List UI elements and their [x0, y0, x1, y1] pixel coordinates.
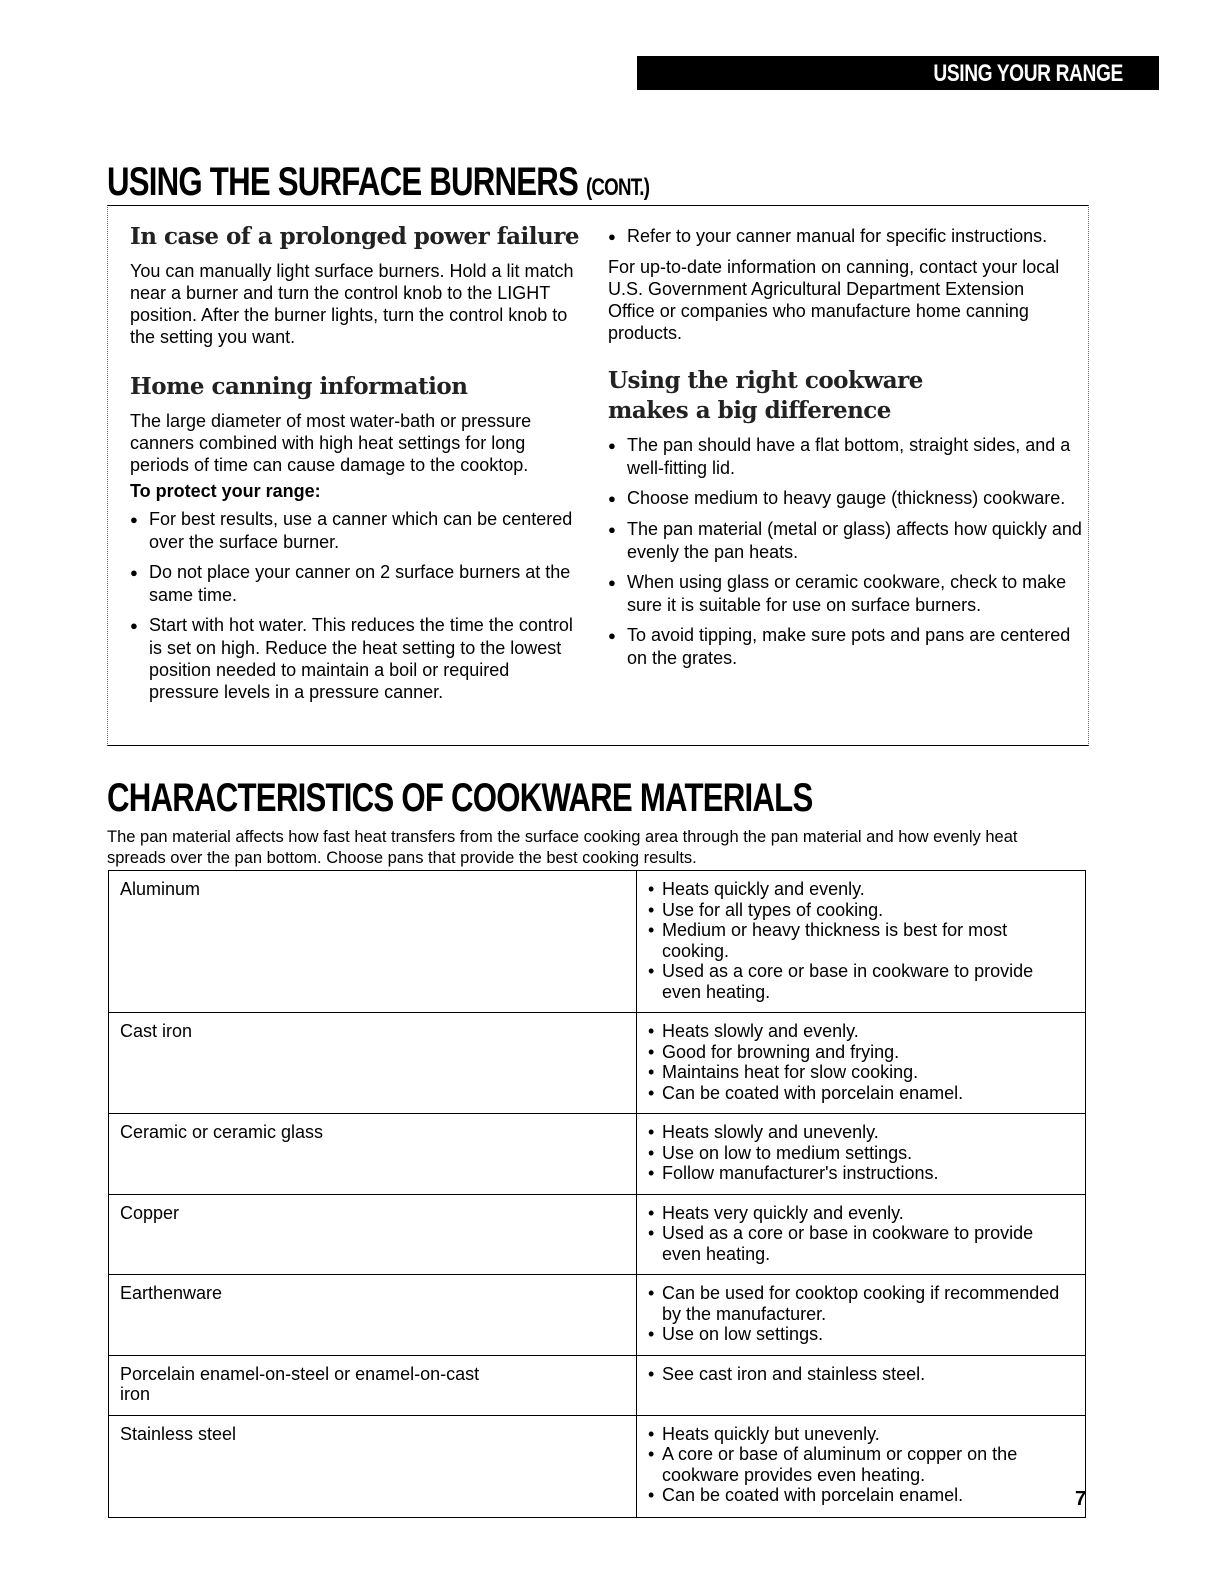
note-item: • Heats quickly and evenly.: [648, 879, 1074, 900]
table-row: [109, 871, 1086, 1013]
note-item: • Use on low settings.: [648, 1324, 1074, 1345]
section-banner: [637, 56, 1159, 90]
page-title: [107, 160, 649, 205]
note-item: • A core or base of aluminum or copper on the cookware provides even heating.: [648, 1444, 1074, 1485]
power-failure-heading: In case of a prolonged power failure: [130, 223, 580, 250]
table-row: [109, 1355, 1086, 1415]
material-name: Porcelain enamel-on-steel or enamel-on-cast iron: [109, 1355, 637, 1415]
note-item: • Can be used for cooktop cooking if recommended by the manufacturer.: [648, 1283, 1074, 1324]
material-notes: [637, 1013, 1086, 1114]
note-item: • Good for browning and frying.: [648, 1042, 1074, 1063]
material-notes: [637, 871, 1086, 1013]
note-item: • Use for all types of cooking.: [648, 900, 1074, 921]
title-main: USING THE SURFACE BURNERS: [107, 160, 579, 204]
table-row: [109, 1194, 1086, 1275]
list-item: ● Refer to your canner manual for specific instructions.: [608, 225, 1086, 248]
table-row: [109, 1013, 1086, 1114]
note-item: • See cast iron and stainless steel.: [648, 1364, 1074, 1385]
title-suffix: (CONT.): [585, 174, 650, 201]
material-notes: [637, 1114, 1086, 1195]
list-item: ● For best results, use a canner which can be centered over the surface burner.: [111, 508, 580, 553]
table-row: [109, 1114, 1086, 1195]
materials-table: [108, 870, 1086, 1518]
canning-heading: Home canning information: [130, 373, 468, 400]
protect-label: To protect your range:: [130, 481, 321, 501]
list-item: ● Start with hot water. This reduces the time the control is set on high. Reduce the heat setting to the lowest position needed to maintain a boil or required pressure levels in a pressure canner.: [111, 614, 580, 703]
note-item: • Can be coated with porcelain enamel.: [648, 1485, 1074, 1506]
list-item: ● The pan should have a flat bottom, straight sides, and a well-fitting lid.: [608, 434, 1086, 479]
note-item: • Follow manufacturer's instructions.: [648, 1163, 1074, 1184]
cookware-heading: Using the right cookware makes a big difference: [608, 367, 923, 424]
material-notes: [637, 1355, 1086, 1415]
note-item: • Heats slowly and unevenly.: [648, 1122, 1074, 1143]
note-item: • Heats quickly but unevenly.: [648, 1424, 1074, 1445]
intro-text: The pan material affects how fast heat transfers from the surface cooking area through the pan material and how evenly heat spreads over the pan bottom. Choose pans that provide the best cooking results.: [107, 828, 1018, 867]
material-name: Aluminum: [109, 871, 637, 1013]
note-item: • Used as a core or base in cookware to provide even heating.: [648, 1223, 1074, 1264]
material-name: Stainless steel: [109, 1415, 637, 1517]
canning-info-text: For up-to-date information on canning, contact your local U.S. Government Agricultural Department Extension Office or companies who manufacture home canning products.: [608, 257, 1060, 343]
material-notes: [637, 1275, 1086, 1356]
material-notes: [637, 1194, 1086, 1275]
note-item: • Medium or heavy thickness is best for most cooking.: [648, 920, 1074, 961]
section-label: USING YOUR RANGE: [933, 60, 1123, 87]
note-item: • Heats very quickly and evenly.: [648, 1203, 1074, 1224]
material-name: Earthenware: [109, 1275, 637, 1356]
table-row: [109, 1415, 1086, 1517]
note-item: • Use on low to medium settings.: [648, 1143, 1074, 1164]
material-notes: [637, 1415, 1086, 1517]
right-column: [608, 225, 1086, 677]
list-item: ● Choose medium to heavy gauge (thickness) cookware.: [608, 487, 1086, 510]
note-item: • Can be coated with porcelain enamel.: [648, 1083, 1074, 1104]
note-item: • Heats slowly and evenly.: [648, 1021, 1074, 1042]
note-item: • Maintains heat for slow cooking.: [648, 1062, 1074, 1083]
list-item: ● Do not place your canner on 2 surface burners at the same time.: [111, 561, 580, 606]
note-item: • Used as a core or base in cookware to provide even heating.: [648, 961, 1074, 1002]
material-name: Ceramic or ceramic glass: [109, 1114, 637, 1195]
page-number: 7: [1075, 1488, 1087, 1510]
list-item: ● When using glass or ceramic cookware, check to make sure it is suitable for use on surface burners.: [608, 571, 1086, 616]
material-name: Cast iron: [109, 1013, 637, 1114]
material-name: Copper: [109, 1194, 637, 1275]
power-failure-text: You can manually light surface burners. Hold a lit match near a burner and turn the control knob to the LIGHT position. After the burner lights, turn the control knob to the setting you want.: [130, 261, 574, 347]
left-column: [130, 222, 580, 711]
section-title: CHARACTERISTICS OF COOKWARE MATERIALS: [107, 776, 813, 820]
table-row: [109, 1275, 1086, 1356]
list-item: ● To avoid tipping, make sure pots and pans are centered on the grates.: [608, 624, 1086, 669]
canning-text: The large diameter of most water-bath or pressure canners combined with high heat settings for long periods of time can cause damage to the cooktop.: [130, 411, 532, 475]
list-item: ● The pan material (metal or glass) affects how quickly and evenly the pan heats.: [608, 518, 1086, 563]
